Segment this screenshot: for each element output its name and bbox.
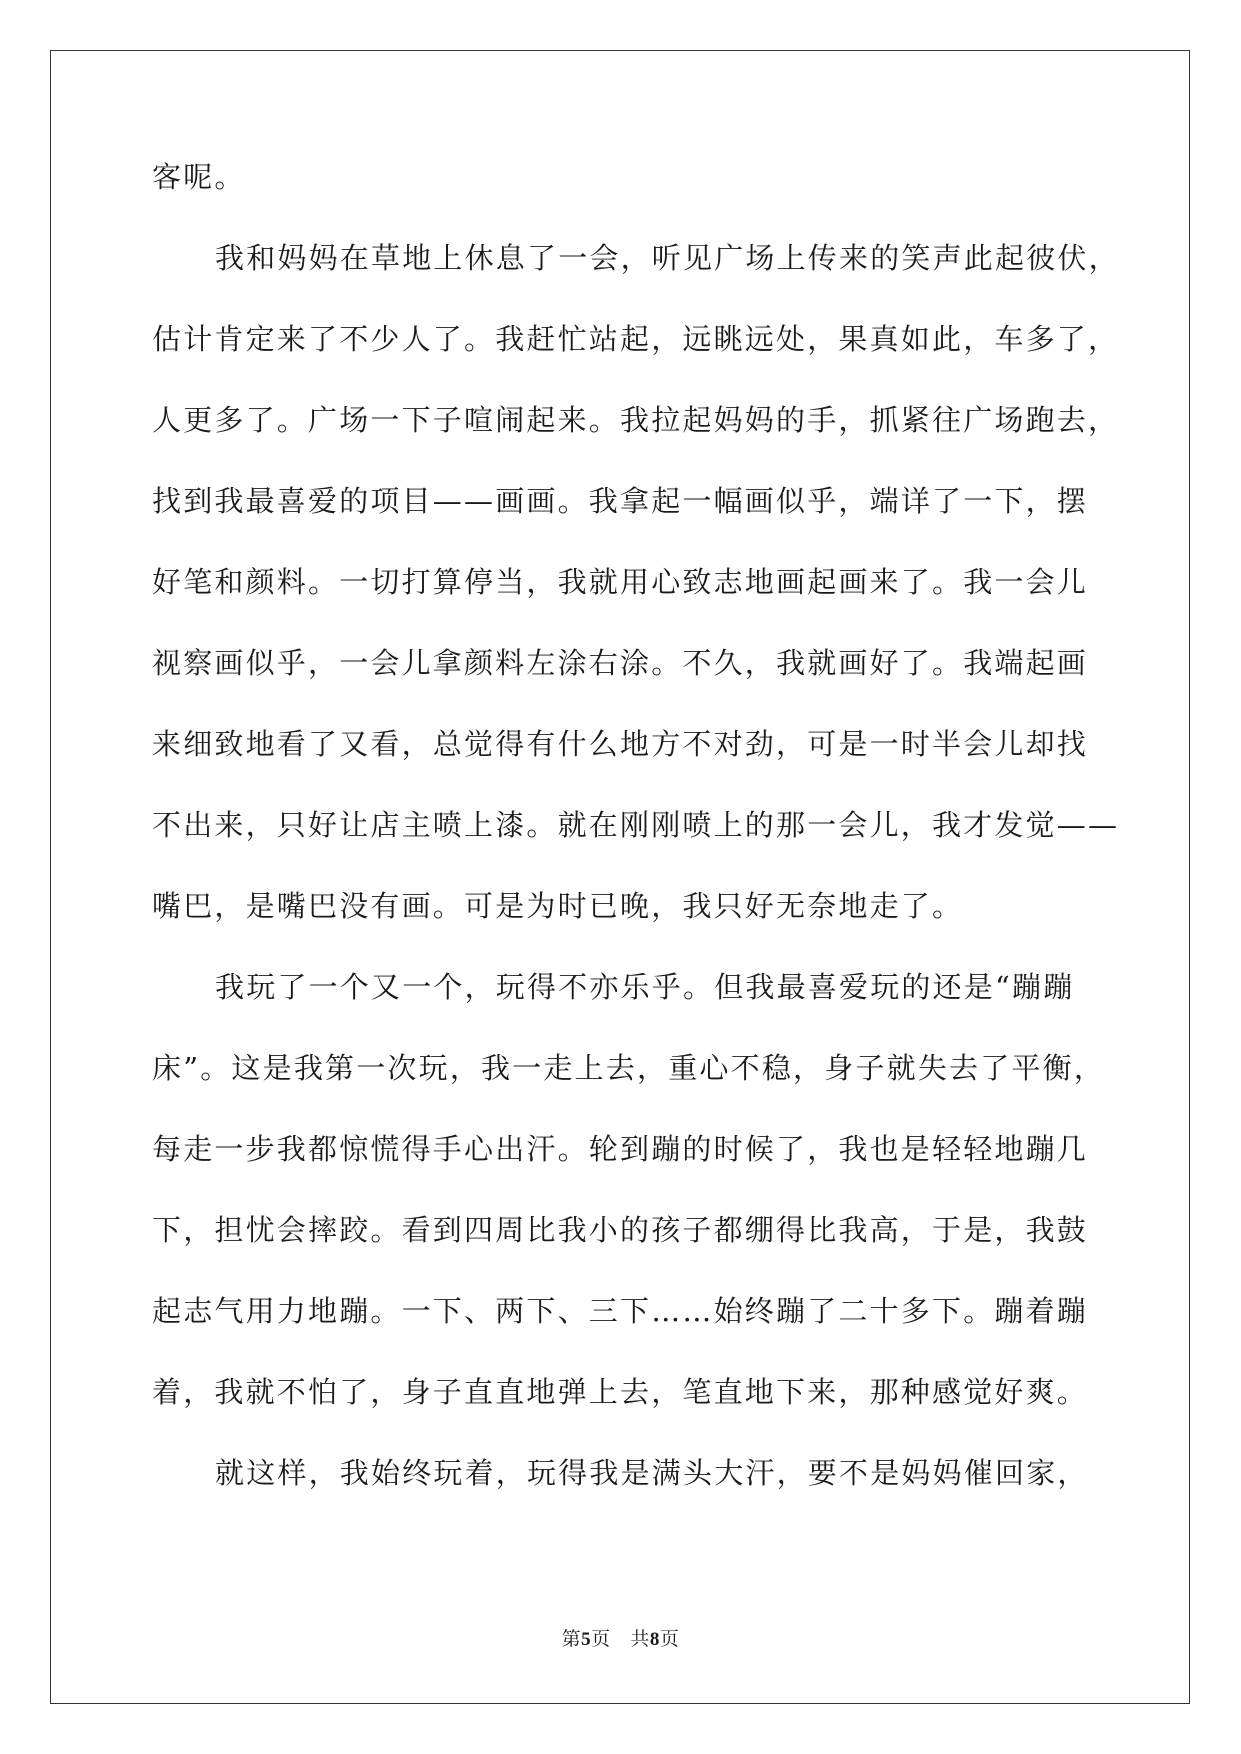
text-line: 估计肯定来了不少人了。我赶忙站起，远眺远处，果真如此，车多了， bbox=[152, 322, 1120, 356]
text-line: 来细致地看了又看，总觉得有什么地方不对劲，可是一时半会儿却找 bbox=[152, 727, 1089, 761]
text-line: 就这样，我始终玩着，玩得我是满头大汗，要不是妈妈催回家， bbox=[215, 1456, 1089, 1490]
text-line: 人更多了。广场一下子喧闹起来。我拉起妈妈的手，抓紧往广场跑去， bbox=[152, 403, 1120, 437]
text-line: 视察画似乎，一会儿拿颜料左涂右涂。不久，我就画好了。我端起画 bbox=[152, 646, 1089, 680]
text-line: 不出来，只好让店主喷上漆。就在刚刚喷上的那一会儿，我才发觉—— bbox=[152, 808, 1120, 842]
footer-prefix: 第 bbox=[561, 1628, 582, 1650]
text-line: 嘴巴，是嘴巴没有画。可是为时已晚，我只好无奈地走了。 bbox=[152, 889, 964, 923]
text-line: 客呢。 bbox=[152, 160, 246, 194]
text-line: 床”。这是我第一次玩，我一走上去，重心不稳，身子就失去了平衡， bbox=[152, 1051, 1106, 1085]
text-line: 好笔和颜料。一切打算停当，我就用心致志地画起画来了。我一会儿 bbox=[152, 565, 1089, 599]
text-line: 下，担忧会摔跤。看到四周比我小的孩子都绷得比我高，于是，我鼓 bbox=[152, 1213, 1089, 1247]
text-line: 找到我最喜爱的项目——画画。我拿起一幅画似乎，端详了一下，摆 bbox=[152, 484, 1089, 518]
text-line: 我和妈妈在草地上休息了一会，听见广场上传来的笑声此起彼伏， bbox=[215, 241, 1120, 275]
text-line: 着，我就不怕了，身子直直地弹上去，笔直地下来，那种感觉好爽。 bbox=[152, 1375, 1089, 1409]
footer-total-unit: 页 bbox=[659, 1628, 680, 1650]
text-line: 我玩了一个又一个，玩得不亦乐乎。但我最喜爱玩的还是“蹦蹦 bbox=[215, 970, 1075, 1004]
footer-total-prefix: 共 bbox=[630, 1628, 650, 1650]
document-body bbox=[152, 160, 1120, 1539]
total-pages-number: 8 bbox=[649, 1629, 660, 1650]
current-page-number: 5 bbox=[581, 1629, 592, 1650]
footer-page-unit: 页 bbox=[591, 1628, 611, 1650]
text-line: 起志气用力地蹦。一下、两下、三下……始终蹦了二十多下。蹦着蹦 bbox=[152, 1294, 1089, 1328]
text-line: 每走一步我都惊慌得手心出汗。轮到蹦的时候了，我也是轻轻地蹦几 bbox=[152, 1132, 1089, 1166]
page-footer bbox=[0, 1624, 1241, 1651]
